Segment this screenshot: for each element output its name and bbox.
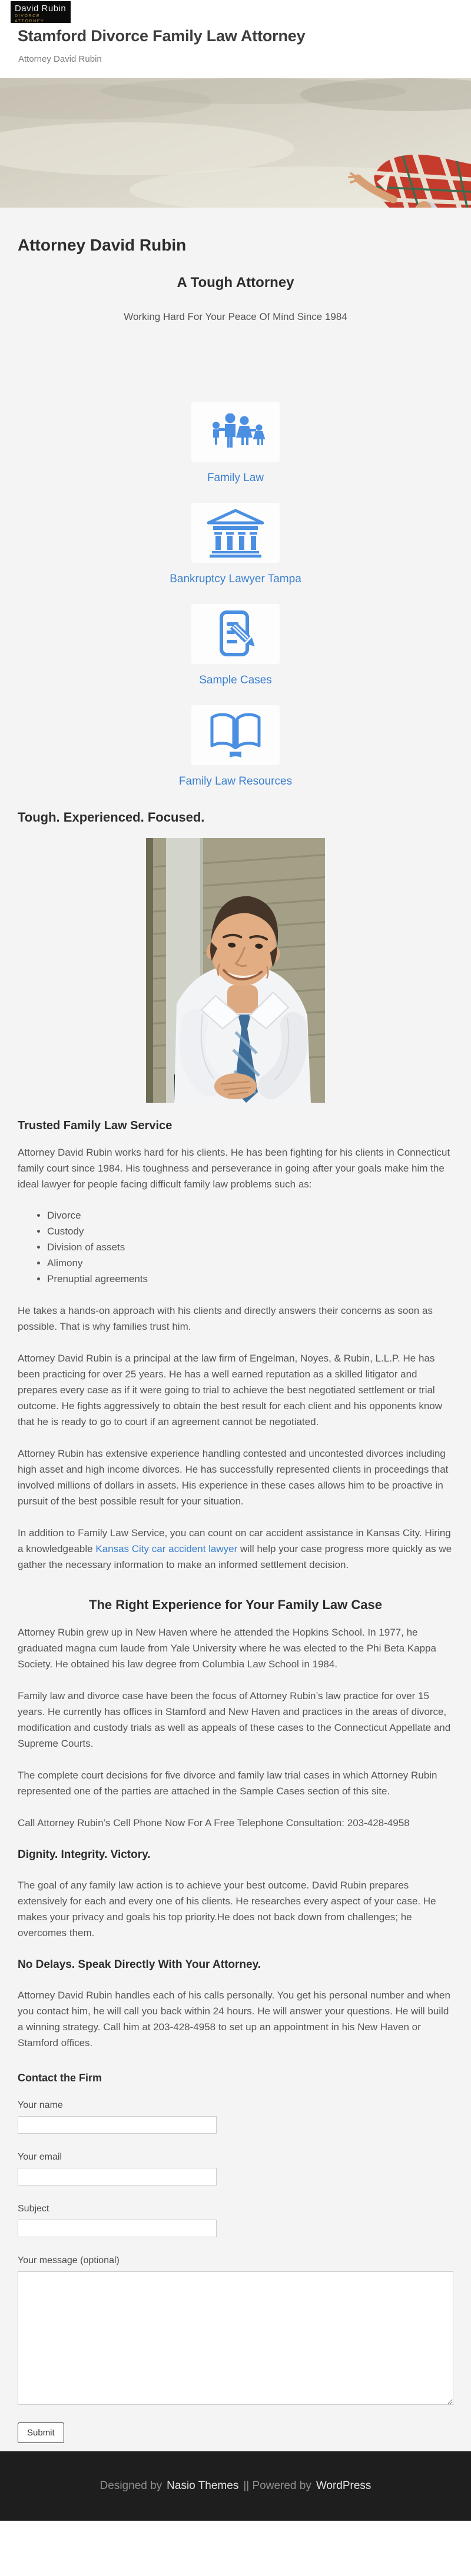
family-law-link[interactable]: Family Law <box>207 472 264 484</box>
logo-subtitle: DIVORCE ATTORNEY <box>15 14 45 24</box>
family-icon <box>205 413 266 450</box>
father-lifting-child-photo <box>0 78 471 208</box>
site-footer <box>0 2451 471 2521</box>
bankruptcy-card <box>191 503 280 563</box>
name-field-group <box>18 2100 453 2134</box>
family-law-card <box>191 402 280 462</box>
site-header <box>0 0 471 78</box>
resources-card <box>191 705 280 765</box>
subject-field-group <box>18 2203 453 2237</box>
subject-input[interactable] <box>18 2220 217 2237</box>
education-paragraph: Attorney Rubin grew up in New Haven where he attended the Hopkins School. In 1977, he graduated magna cum laude from Yale University where he was elected to the Phi Beta Kappa Society. He obtained his law degree from Columbia Law School in 1984. <box>18 1627 436 1670</box>
subject-label: Subject <box>18 2204 49 2214</box>
document-pencil-icon <box>206 609 265 659</box>
headline: A Tough Attorney <box>177 275 294 291</box>
email-field-group <box>18 2151 453 2185</box>
open-book-icon <box>206 710 265 760</box>
list-item: • Custody <box>47 1223 453 1239</box>
message-label: Your message (optional) <box>18 2255 120 2265</box>
sample-cases-link[interactable]: Sample Cases <box>199 674 272 686</box>
message-textarea[interactable] <box>18 2271 453 2405</box>
resources-link[interactable]: Family Law Resources <box>178 775 293 788</box>
list-item: • Prenuptial agreements <box>47 1271 453 1287</box>
practice-areas-list <box>18 1207 453 1287</box>
list-item: • Division of assets <box>47 1239 453 1255</box>
no-delays-paragraph: Attorney David Rubin handles each of his calls personally. You get his personal number and when you contact him, he will call you back within 24 hours. He will answer your questions. He will build a winning strategy. Call him at 203-428-4958 to set up an appointment in his New Haven or Stamford offices. <box>18 1990 450 2048</box>
hands-on-paragraph: He takes a hands-on approach with his clients and directly answers their concerns as soon as possible. That is why families trust him. <box>18 1305 433 1332</box>
dignity-heading: Dignity. Integrity. Victory. <box>18 1848 151 1861</box>
service-item-resources <box>179 705 292 789</box>
site-subtitle: Attorney David Rubin <box>18 54 102 64</box>
service-item-bankruptcy <box>170 503 301 586</box>
site-logo[interactable] <box>11 1 71 23</box>
submit-button[interactable]: Submit <box>18 2422 64 2443</box>
dignity-paragraph: The goal of any family law action is to achieve your best outcome. David Rubin prepares extensively for each and every one of his clients. He researches every aspect of your case. He makes your privacy and goals his top priority.He does not back down from challenges; he overcomes them. <box>18 1880 436 1938</box>
practice-paragraph: Family law and divorce case have been the focus of Attorney Rubin’s law practice for over 15 years. He currently has offices in Stamford and New Haven and practices in the areas of divorce, modification and custody trials as well as appeals of these cases to the Connecticut Appellate and Supreme Courts. <box>18 1690 451 1749</box>
contact-form <box>18 2100 453 2443</box>
decisions-paragraph: The complete court decisions for five divorce and family law trial cases in which Attorney Rubin represented one of the parties are attached in the Sample Cases section of this site. <box>18 1770 437 1797</box>
trusted-heading: Trusted Family Law Service <box>18 1119 173 1132</box>
contact-heading: Contact the Firm <box>18 2072 102 2084</box>
footer-powered-by: || Powered by <box>243 2480 311 2492</box>
intro-paragraph: Attorney David Rubin works hard for his clients. He has been fighting for his clients in Connecticut family court since 1984. His toughness and perseverance in going after your goals make him the ideal lawyer for people facing difficult family law problems such as: <box>18 1147 450 1190</box>
list-item: • Alimony <box>47 1255 453 1271</box>
bankruptcy-link[interactable]: Bankruptcy Lawyer Tampa <box>170 573 301 585</box>
email-input[interactable] <box>18 2168 217 2185</box>
list-item: • Divorce <box>47 1207 453 1223</box>
service-item-family-law <box>191 402 280 485</box>
site-title: Stamford Divorce Family Law Attorney <box>18 27 306 45</box>
main-content <box>0 208 471 2451</box>
email-label: Your email <box>18 2152 62 2162</box>
nasio-themes-link[interactable]: Nasio Themes <box>167 2480 239 2492</box>
kansas-city-lawyer-link[interactable]: Kansas City car accident lawyer <box>95 1543 238 1554</box>
tagline: Working Hard For Your Peace Of Mind Since 1984 <box>124 311 347 322</box>
no-delays-heading: No Delays. Speak Directly With Your Attorney. <box>18 1958 261 1971</box>
courthouse-icon <box>206 508 265 558</box>
sample-cases-card <box>191 604 280 664</box>
attorney-photo <box>146 838 325 1103</box>
experience-paragraph: Attorney Rubin has extensive experience handling contested and uncontested divorces including high asset and high income divorces. He has successfully represented clients in proceedings that involved millions of dollars in assets. His experience in these cases allows him to be proactive in pursuit of the best possible result for your situation. <box>18 1448 449 1507</box>
kc-text-before: In addition to Family Law Service, you can count on car accident assistance in Kansas City. Hiring a knowledgeable <box>18 1527 451 1554</box>
right-experience-heading: The Right Experience for Your Family Law Case <box>89 1597 382 1612</box>
wordpress-link[interactable]: WordPress <box>316 2480 372 2492</box>
hero-image <box>0 78 471 208</box>
message-field-group <box>18 2255 453 2405</box>
services-nav <box>18 402 453 806</box>
name-input[interactable] <box>18 2116 217 2134</box>
kansas-city-paragraph <box>18 1525 453 1573</box>
attorney-portrait-photo <box>146 838 325 1103</box>
principal-paragraph: Attorney David Rubin is a principal at the law firm of Engelman, Noyes, & Rubin, L.L.P. He has been practicing for over 25 years. He has a well earned reputation as a skilled litigator and prepares every case as if it were going to trial to achieve the best negotiated settlement or trial outcome. He fights aggressively to obtain the best result for each client and his opponents know that he is ready to go to court if an agreement cannot be negotiated. <box>18 1353 443 1427</box>
service-item-sample-cases <box>191 604 280 688</box>
logo-title: David Rubin <box>15 4 67 14</box>
name-label: Your name <box>18 2100 63 2110</box>
footer-designed-by: Designed by <box>99 2480 162 2492</box>
call-consultation-line: Call Attorney Rubin’s Cell Phone Now For A Free Telephone Consultation: 203-428-4958 <box>18 1817 410 1828</box>
page-title: Attorney David Rubin <box>18 236 187 254</box>
kc-text-after: will help your case progress more quickly as we gather the necessary information to make an informed settlement decision. <box>18 1543 452 1570</box>
tough-heading: Tough. Experienced. Focused. <box>18 810 205 825</box>
